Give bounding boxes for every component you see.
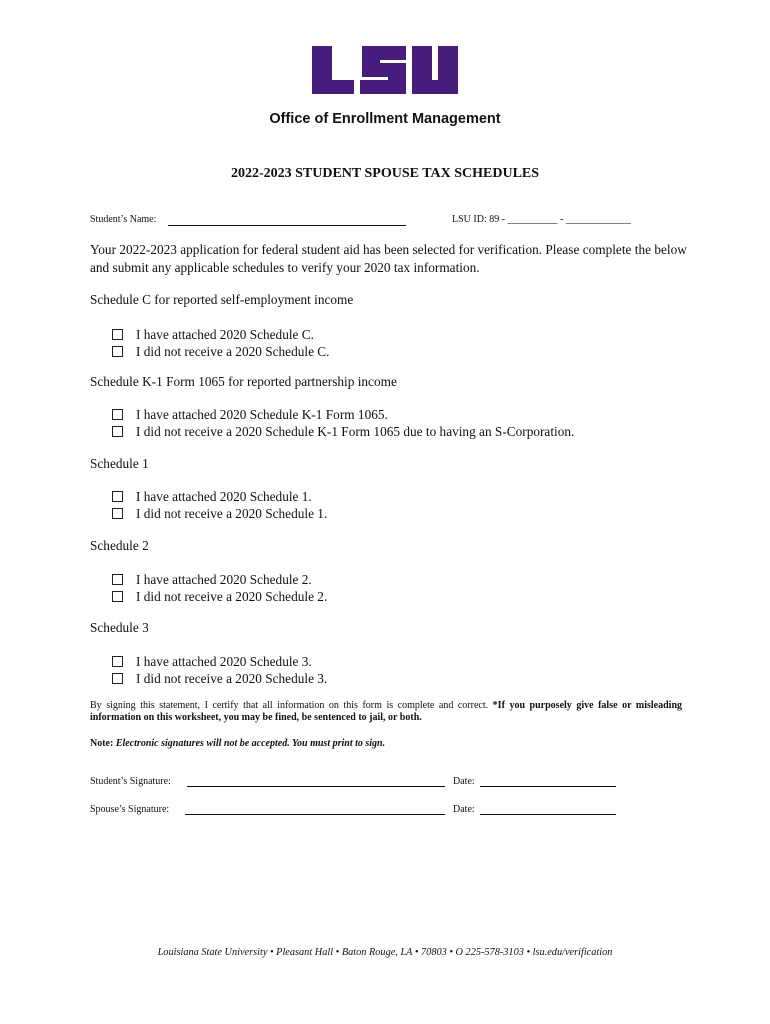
student-signature-label: Student’s Signature: [90,776,171,787]
checkbox-option[interactable] [112,488,327,505]
option-label: I did not receive a 2020 Schedule 1. [136,506,328,521]
option-label: I have attached 2020 Schedule C. [136,327,314,342]
student-name-field[interactable] [168,214,406,226]
schedule-k1-options [112,406,574,440]
lsu-id-field[interactable]: LSU ID: 89 - __________ - _____________ [452,214,631,225]
checkbox[interactable] [112,426,123,437]
option-label: I did not receive a 2020 Schedule 3. [136,671,328,686]
checkbox[interactable] [112,491,123,502]
checkbox[interactable] [112,574,123,585]
schedule-2-options [112,571,327,605]
signature-note [90,738,385,749]
checkbox-option[interactable] [112,406,574,423]
spouse-signature-label: Spouse’s Signature: [90,804,170,815]
form-title: 2022-2023 STUDENT SPOUSE TAX SCHEDULES [230,166,540,181]
section-heading-schedule-k1: Schedule K-1 Form 1065 for reported partnership income [90,374,397,389]
intro-paragraph: Your 2022-2023 application for federal student aid has been selected for verification. Please complete the below and submit any applicable schedules to verify your 2020 tax information. [90,242,687,275]
option-label: I did not receive a 2020 Schedule K-1 Form 1065 due to having an S-Corporation. [136,424,575,439]
schedule-3-options [112,653,327,687]
checkbox-option[interactable] [112,326,330,343]
checkbox-option[interactable] [112,653,327,670]
checkbox[interactable] [112,591,123,602]
spouse-signature-row [90,804,690,818]
student-name-label: Student’s Name: [90,214,157,225]
certification-text: By signing this statement, I certify that all information on this form is complete and correct. [90,700,493,711]
certification-warning: *If you purposely give false or misleading information on this worksheet, you may be fined, be sentenced to jail, or both. [90,700,682,723]
office-name: Office of Enrollment Management [269,111,501,127]
student-date-field[interactable] [480,786,616,787]
lsu-logo [310,44,460,96]
option-label: I have attached 2020 Schedule K-1 Form 1065. [136,407,388,422]
schedule-1-options [112,488,327,522]
certification-statement [90,700,682,724]
student-signature-row [90,776,690,790]
checkbox[interactable] [112,329,123,340]
checkbox[interactable] [112,508,123,519]
checkbox[interactable] [112,346,123,357]
checkbox[interactable] [112,409,123,420]
checkbox-option[interactable] [112,670,327,687]
footer-address: Louisiana State University • Pleasant Hall • Baton Rouge, LA • 70803 • O 225-578-3103 • lsu.edu/verification [157,947,613,958]
checkbox[interactable] [112,656,123,667]
option-label: I did not receive a 2020 Schedule C. [136,344,330,359]
option-label: I have attached 2020 Schedule 2. [136,572,312,587]
option-label: I did not receive a 2020 Schedule 2. [136,589,328,604]
spouse-signature-field[interactable] [185,814,445,815]
student-date-label: Date: [453,776,475,787]
section-heading-schedule-3: Schedule 3 [90,620,149,635]
section-heading-schedule-2: Schedule 2 [90,538,149,553]
spouse-date-field[interactable] [480,814,616,815]
section-heading-schedule-1: Schedule 1 [90,456,149,471]
checkbox-option[interactable] [112,423,574,440]
spouse-date-label: Date: [453,804,475,815]
section-heading-schedule-c: Schedule C for reported self-employment income [90,292,354,307]
note-text: Electronic signatures will not be accepted. You must print to sign. [115,738,386,749]
checkbox-option[interactable] [112,343,330,360]
option-label: I have attached 2020 Schedule 3. [136,654,312,669]
checkbox[interactable] [112,673,123,684]
checkbox-option[interactable] [112,505,327,522]
note-label: Note: [90,738,116,749]
checkbox-option[interactable] [112,588,327,605]
option-label: I have attached 2020 Schedule 1. [136,489,312,504]
schedule-c-options [112,326,330,360]
checkbox-option[interactable] [112,571,327,588]
student-signature-field[interactable] [187,786,445,787]
